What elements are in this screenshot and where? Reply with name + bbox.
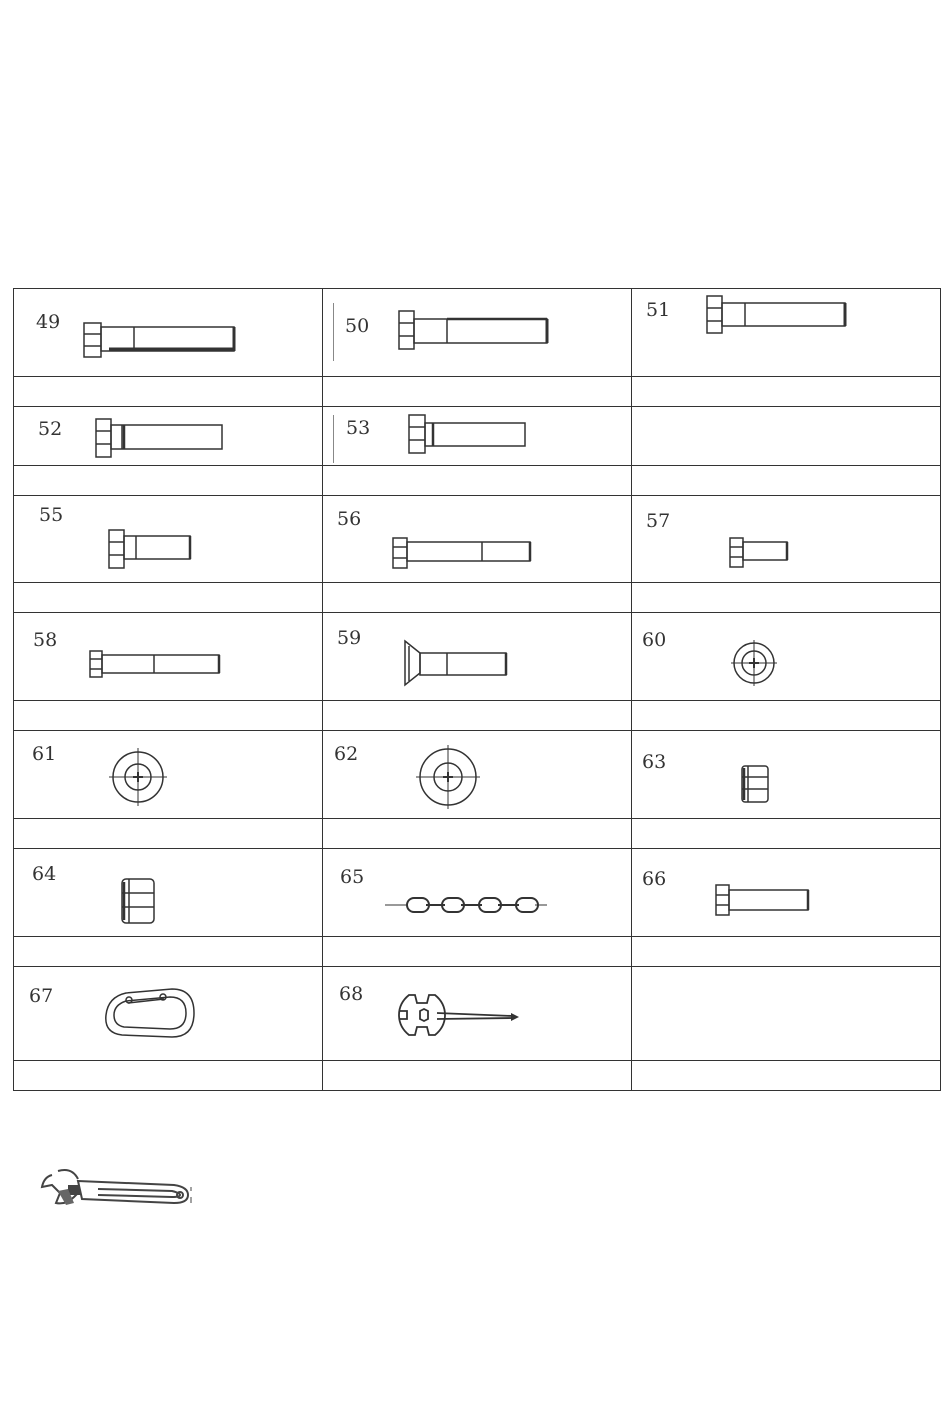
blank-cell [632,701,941,731]
part-cell-67 [14,967,323,1061]
part-cell-66 [632,849,941,937]
part-number-50: 50 [345,315,370,337]
part-cell-60 [632,613,941,701]
part-cell-63 [632,731,941,819]
multi-wrench-tool-icon [323,967,631,1061]
part-cell-51 [632,289,941,377]
part-cell-62 [323,731,632,819]
part-number-61: 61 [32,743,57,765]
adjustable-wrench-icon [38,1163,198,1215]
blank-cell [323,583,632,613]
part-cell-57 [632,496,941,583]
hex-bolt-long-icon [323,289,631,377]
empty-cell [632,407,941,466]
blank-cell [323,937,632,967]
part-number-58: 58 [33,629,58,651]
part-number-64: 64 [32,863,57,885]
part-cell-55 [14,496,323,583]
small-washer-icon [632,613,940,701]
hex-bolt-partial-thread-icon [14,613,322,701]
blank-cell [14,583,323,613]
blank-cell [323,466,632,496]
blank-cell [14,937,323,967]
part-number-62: 62 [334,743,359,765]
hex-bolt-icon [14,407,322,466]
part-number-67: 67 [29,985,54,1007]
blank-cell [632,466,941,496]
hex-bolt-short-icon [14,496,322,583]
part-number-59: 59 [337,627,362,649]
lock-nut-icon [14,849,322,937]
countersunk-bolt-icon [323,613,631,701]
large-washer-icon [323,731,631,819]
washer-icon [14,731,322,819]
part-cell-56 [323,496,632,583]
part-cell-58 [14,613,323,701]
hex-bolt-long-icon [632,289,940,377]
part-cell-61 [14,731,323,819]
blank-cell [14,1061,323,1091]
hex-bolt-long-icon [14,289,322,377]
part-cell-68 [323,967,632,1061]
part-number-60: 60 [642,629,667,651]
part-number-51: 51 [646,299,671,321]
empty-cell [632,967,941,1061]
part-cell-59 [323,613,632,701]
blank-cell [14,466,323,496]
blank-cell [632,937,941,967]
part-number-68: 68 [339,983,364,1005]
blank-cell [632,583,941,613]
part-number-57: 57 [646,510,671,532]
blank-cell [14,819,323,849]
blank-cell [323,377,632,407]
blank-cell [14,701,323,731]
part-number-55: 55 [39,504,64,526]
blank-cell [14,377,323,407]
chain-icon [323,849,631,937]
hex-bolt-icon [323,407,631,466]
part-cell-53 [323,407,632,466]
part-cell-64 [14,849,323,937]
part-number-63: 63 [642,751,667,773]
part-number-49: 49 [36,311,61,333]
hex-bolt-icon [632,849,940,937]
part-cell-52 [14,407,323,466]
blank-cell [323,819,632,849]
lock-nut-icon [632,731,940,819]
hex-bolt-partial-thread-icon [323,496,631,583]
part-number-56: 56 [337,508,362,530]
blank-cell [632,377,941,407]
blank-cell [323,701,632,731]
part-number-53: 53 [346,417,371,439]
part-number-52: 52 [38,418,63,440]
blank-cell [632,1061,941,1091]
blank-cell [323,1061,632,1091]
parts-table [13,288,941,1091]
carabiner-icon [14,967,322,1061]
hex-bolt-short-icon [632,496,940,583]
part-cell-49 [14,289,323,377]
blank-cell [632,819,941,849]
part-number-65: 65 [340,866,365,888]
part-number-66: 66 [642,868,667,890]
part-cell-50 [323,289,632,377]
part-cell-65 [323,849,632,937]
